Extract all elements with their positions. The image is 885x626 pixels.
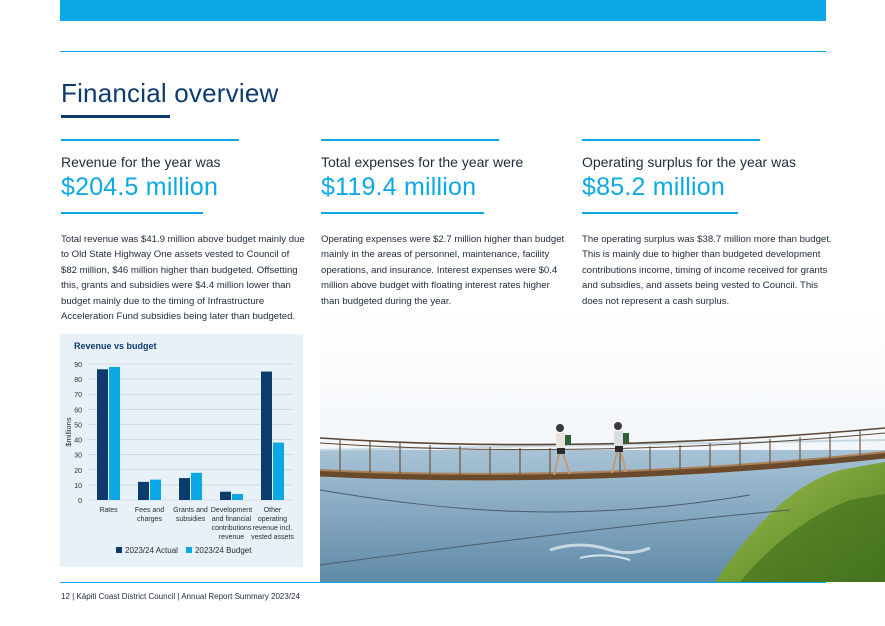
revenue-label: Revenue for the year was [61,154,221,170]
chart-title: Revenue vs budget [74,341,157,351]
y-tick-label: 30 [74,452,82,460]
bar-actual [138,482,149,500]
revenue-column [61,139,311,324]
legend-item-budget [186,546,252,555]
chart-legend [116,546,251,555]
surplus-body: The operating surplus was $38.7 million more than budget. This is mainly due to higher than budgeted development contributions income, timing of income received for grants and subsidies, and assets being vested to Council. This does not represent a cash surplus. [582,234,832,307]
header-rule [60,51,826,52]
y-axis-label: $millions [64,417,73,447]
x-tick-label: Rates [99,507,118,514]
page-title: Financial overview [61,78,279,108]
revenue-figure: $204.5 million [61,173,219,201]
legend-item-actual [116,546,178,555]
x-tick-label: vested assets [251,534,294,541]
bar-actual [97,369,108,500]
bar-budget [150,480,161,500]
y-tick-label: 0 [78,498,82,505]
bar-actual [179,478,190,500]
x-tick-label: and financial [211,516,252,523]
legend-label-budget: 2023/24 Budget [194,546,252,555]
revenue-rule-bottom [61,212,203,214]
expenses-column [321,139,571,309]
y-tick-label: 60 [74,407,82,415]
bar-budget [232,494,243,500]
revenue-body: Total revenue was $41.9 million above budget mainly due to Old State Highway One assets vested to Council of $82 million, $46 million higher than budgeted. Offsetting this, grants and subsidies were $4.4 million lower than budget mainly due to the timing of Infrastructure Acceleration Fund subsidies being later than budgeted. [61,234,305,323]
expenses-rule-bottom [321,212,484,214]
expenses-label: Total expenses for the year were [321,154,524,170]
x-tick-label: revenue [218,534,245,541]
surplus-rule-bottom [582,212,738,214]
legend-swatch-actual [116,547,122,553]
x-tick-label: subsidies [175,516,206,523]
bar-budget [273,443,284,500]
title-underline [61,115,170,118]
surplus-label: Operating surplus for the year was [582,154,796,170]
expenses-body: Operating expenses were $2.7 million higher than budget mainly in the areas of personnel, maintenance, facility operations, and insurance. Interest expenses were $0.4 million above budget with floating interest rates higher than budgeted during the year. [321,234,565,307]
y-tick-label: 80 [74,377,82,385]
header-band [60,0,826,21]
revenue-chart-panel [60,334,303,567]
y-tick-label: 40 [74,437,82,445]
bar-budget [191,473,202,500]
revenue-rule-top [61,139,239,141]
x-tick-label: Grants and [173,507,208,514]
y-tick-label: 10 [74,482,82,490]
surplus-figure: $85.2 million [582,173,725,201]
page-footer: 12 | Kāpiti Coast District Council | Annual Report Summary 2023/24 [61,592,300,601]
y-tick-label: 90 [74,362,82,369]
x-tick-label: Development [210,507,253,514]
revenue-chart [60,334,303,567]
bar-budget [109,367,120,500]
y-tick-label: 50 [74,422,82,430]
x-tick-label: contributions [211,525,252,532]
bar-actual [261,372,272,500]
x-tick-label: revenue incl. [252,525,293,532]
legend-label-actual: 2023/24 Actual [125,546,178,555]
surplus-rule-top [582,139,760,141]
bar-actual [220,492,231,500]
footer-rule [60,582,826,583]
photo-illustration [320,310,885,582]
x-tick-label: Other [263,507,282,514]
x-tick-label: operating [257,516,288,523]
suspension-bridge-photo [320,310,885,582]
y-tick-label: 70 [74,392,82,400]
x-tick-label: charges [137,516,162,523]
expenses-rule-top [321,139,499,141]
x-tick-label: Fees and [134,507,165,514]
surplus-column [582,139,832,309]
expenses-figure: $119.4 million [321,173,477,201]
legend-swatch-budget [186,547,192,553]
y-tick-label: 20 [74,467,82,475]
